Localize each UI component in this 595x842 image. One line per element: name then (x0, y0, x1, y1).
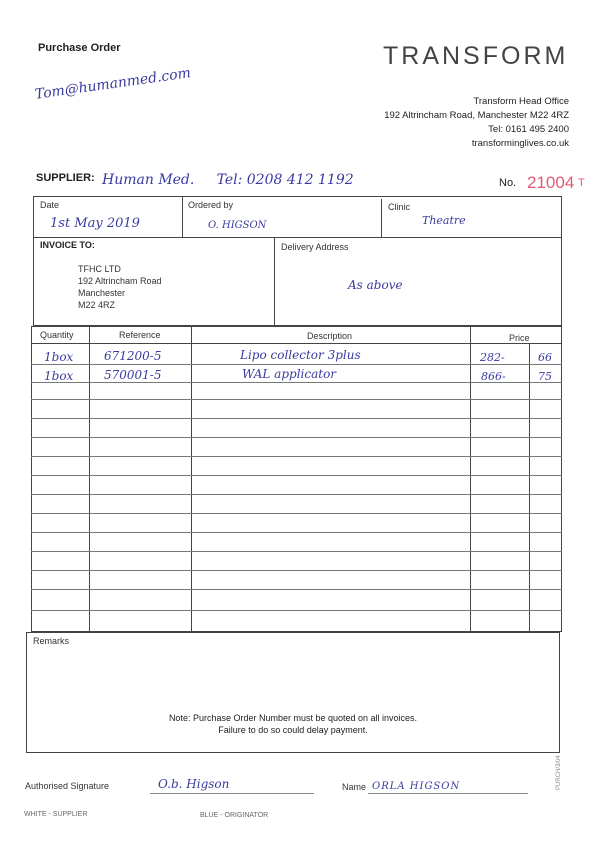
invoice-line-1: TFHC LTD (78, 264, 121, 274)
date-value: 1st May 2019 (50, 216, 140, 231)
office-tel: Tel: 0161 495 2400 (488, 124, 569, 135)
remarks-label: Remarks (33, 636, 70, 646)
row-2-price-pence: 75 (538, 370, 552, 383)
office-address: 192 Altrincham Road, Manchester M22 4RZ (384, 110, 569, 121)
delivery-address-label: Delivery Address (281, 242, 349, 252)
signature-value: O.b. Higson (158, 777, 230, 791)
po-number: 21004 (527, 173, 575, 192)
clinic-value: Theatre (422, 214, 466, 227)
invoice-to-label: INVOICE TO: (40, 240, 95, 250)
row-2-reference: 570001-5 (104, 368, 162, 382)
name-label: Name (342, 782, 367, 792)
invoice-line-2: 192 Altrincham Road (78, 276, 162, 286)
copy-white-label: WHITE - SUPPLIER (24, 811, 88, 818)
supplier-label: SUPPLIER: (36, 172, 95, 184)
side-form-code: PURCH/3/04 (556, 755, 562, 790)
row-1-reference: 671200-5 (104, 349, 162, 363)
name-value: ORLA HIGSON (372, 781, 461, 792)
office-web: transforminglives.co.uk (471, 138, 569, 149)
row-2-price-pounds: 866- (481, 370, 506, 383)
header-description: Description (307, 331, 353, 341)
delivery-address-value: As above (348, 278, 403, 292)
handwritten-email: Tom@humanmed.com (34, 65, 192, 103)
clinic-label: Clinic (388, 202, 411, 212)
header-quantity: Quantity (40, 330, 74, 340)
ordered-by-label: Ordered by (188, 200, 234, 210)
invoice-line-3: Manchester (78, 288, 126, 298)
supplier-value: Human Med. Tel: 0208 412 1192 (102, 172, 354, 188)
row-2-quantity: 1box (44, 369, 74, 383)
office-name: Transform Head Office (473, 96, 569, 107)
row-2-description: WAL applicator (242, 367, 337, 381)
row-1-price-pounds: 282- (480, 351, 505, 364)
date-label: Date (40, 200, 60, 210)
remarks-note-line-1: Note: Purchase Order Number must be quoted on all invoices. (168, 713, 418, 723)
page-title: Purchase Order (38, 42, 121, 54)
header-price: Price (509, 333, 530, 343)
copy-blue-label: BLUE - ORIGINATOR (200, 812, 269, 819)
row-1-quantity: 1box (44, 350, 74, 364)
po-number-label: No. (499, 177, 517, 189)
row-1-description: Lipo collector 3plus (240, 348, 361, 362)
po-number-suffix: T (578, 177, 585, 189)
invoice-line-4: M22 4RZ (78, 300, 116, 310)
signature-label: Authorised Signature (25, 781, 110, 791)
remarks-note-line-2: Failure to do so could delay payment. (218, 725, 368, 735)
row-1-price-pence: 66 (538, 351, 552, 364)
ordered-by-value: O. HIGSON (208, 220, 267, 231)
brand-logo: TRANSFORM (383, 42, 569, 70)
header-reference: Reference (119, 330, 161, 340)
